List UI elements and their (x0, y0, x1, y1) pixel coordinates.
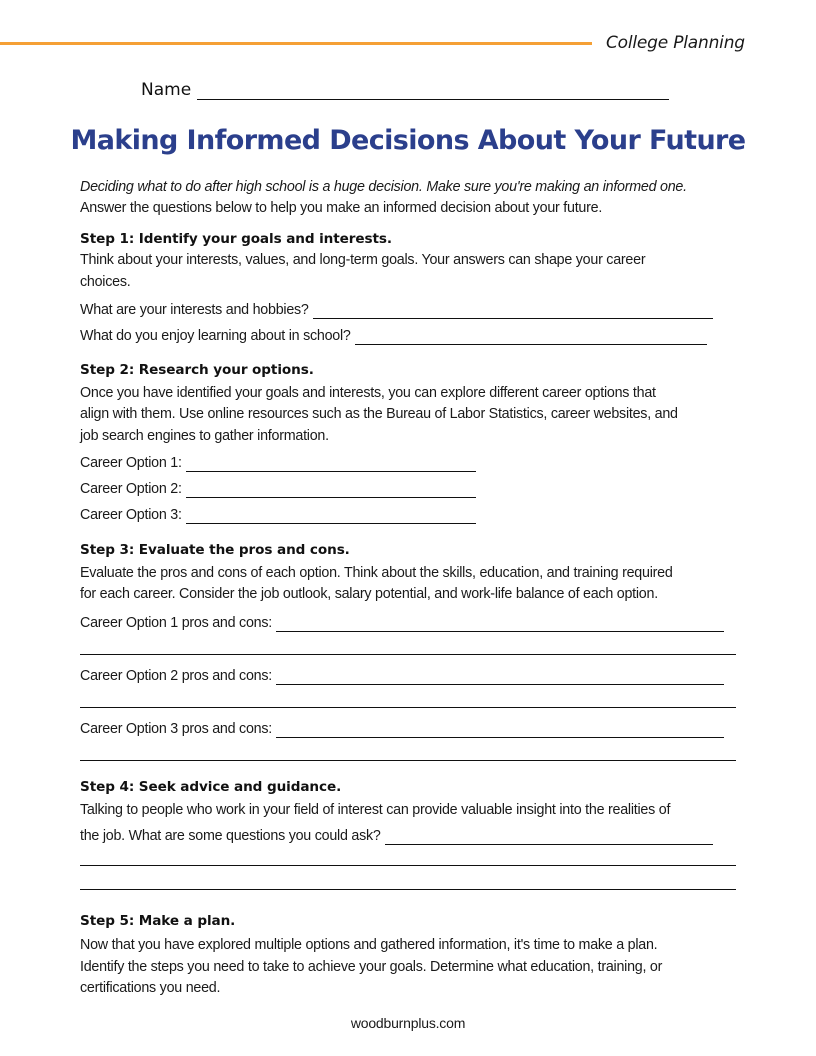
career-option-1-row (80, 454, 476, 472)
option-1-pros-cons-extra-line[interactable] (80, 654, 736, 655)
option-1-pros-cons-row (80, 614, 724, 632)
career-option-2-input-line[interactable] (186, 484, 476, 498)
step-3-body-line: for each career. Consider the job outlook, salary potential, and work-life balance of each option. (80, 586, 658, 602)
career-option-3-label: Career Option 3: (80, 507, 182, 523)
career-option-1-input-line[interactable] (186, 458, 476, 472)
name-field-row (141, 80, 669, 100)
step-4-heading: Step 4: Seek advice and guidance. (80, 779, 342, 795)
enjoy-learning-label: What do you enjoy learning about in school? (80, 328, 351, 344)
advice-questions-extra-line-2[interactable] (80, 889, 736, 890)
step-3-heading: Step 3: Evaluate the pros and cons. (80, 542, 350, 558)
option-2-pros-cons-row (80, 667, 724, 685)
header-accent-rule (0, 42, 592, 45)
career-option-2-label: Career Option 2: (80, 481, 182, 497)
name-input-line[interactable] (197, 82, 669, 100)
option-1-pros-cons-input-line[interactable] (276, 618, 724, 632)
step-5-heading: Step 5: Make a plan. (80, 913, 236, 929)
section-label: College Planning (606, 33, 745, 53)
option-3-pros-cons-input-line[interactable] (276, 724, 724, 738)
option-1-pros-cons-label: Career Option 1 pros and cons: (80, 615, 272, 631)
step-1-body-line: choices. (80, 274, 131, 290)
advice-questions-extra-line-1[interactable] (80, 865, 736, 866)
step-2-body-line: align with them. Use online resources such as the Bureau of Labor Statistics, career websites, and (80, 406, 678, 422)
interests-hobbies-input-line[interactable] (313, 305, 713, 319)
career-option-1-label: Career Option 1: (80, 455, 182, 471)
step-1-body-line: Think about your interests, values, and long-term goals. Your answers can shape your career (80, 252, 646, 268)
step-1-heading: Step 1: Identify your goals and interests. (80, 231, 392, 247)
option-2-pros-cons-extra-line[interactable] (80, 707, 736, 708)
advice-questions-row (80, 827, 713, 845)
career-option-2-row (80, 480, 476, 498)
step-4-body-line: Talking to people who work in your field of interest can provide valuable insight into the realities of (80, 802, 671, 818)
name-label: Name (141, 80, 192, 100)
advice-questions-label: the job. What are some questions you could ask? (80, 828, 381, 844)
intro-italic-line: Deciding what to do after high school is a huge decision. Make sure you're making an informed one. (80, 179, 687, 195)
interests-hobbies-label: What are your interests and hobbies? (80, 302, 309, 318)
enjoy-learning-input-line[interactable] (355, 331, 707, 345)
career-option-3-input-line[interactable] (186, 510, 476, 524)
career-option-3-row (80, 506, 476, 524)
option-3-pros-cons-label: Career Option 3 pros and cons: (80, 721, 272, 737)
option-2-pros-cons-input-line[interactable] (276, 671, 724, 685)
step-5-body-line: certifications you need. (80, 980, 221, 996)
footer-site-name: woodburnplus.com (350, 1015, 466, 1031)
page-title: Making Informed Decisions About Your Future (70, 125, 746, 156)
step-5-body-line: Identify the steps you need to take to achieve your goals. Determine what education, training, or (80, 959, 663, 975)
enjoy-learning-row (80, 327, 707, 345)
option-2-pros-cons-label: Career Option 2 pros and cons: (80, 668, 272, 684)
step-2-body-line: Once you have identified your goals and interests, you can explore different career options that (80, 385, 656, 401)
step-2-body-line: job search engines to gather information. (80, 428, 329, 444)
step-5-body-line: Now that you have explored multiple options and gathered information, it's time to make a plan. (80, 937, 658, 953)
option-3-pros-cons-extra-line[interactable] (80, 760, 736, 761)
step-3-body-line: Evaluate the pros and cons of each option. Think about the skills, education, and training required (80, 565, 673, 581)
option-3-pros-cons-row (80, 720, 724, 738)
interests-hobbies-row (80, 301, 713, 319)
step-2-heading: Step 2: Research your options. (80, 362, 314, 378)
advice-questions-input-line[interactable] (385, 831, 713, 845)
intro-line: Answer the questions below to help you make an informed decision about your future. (80, 200, 603, 216)
